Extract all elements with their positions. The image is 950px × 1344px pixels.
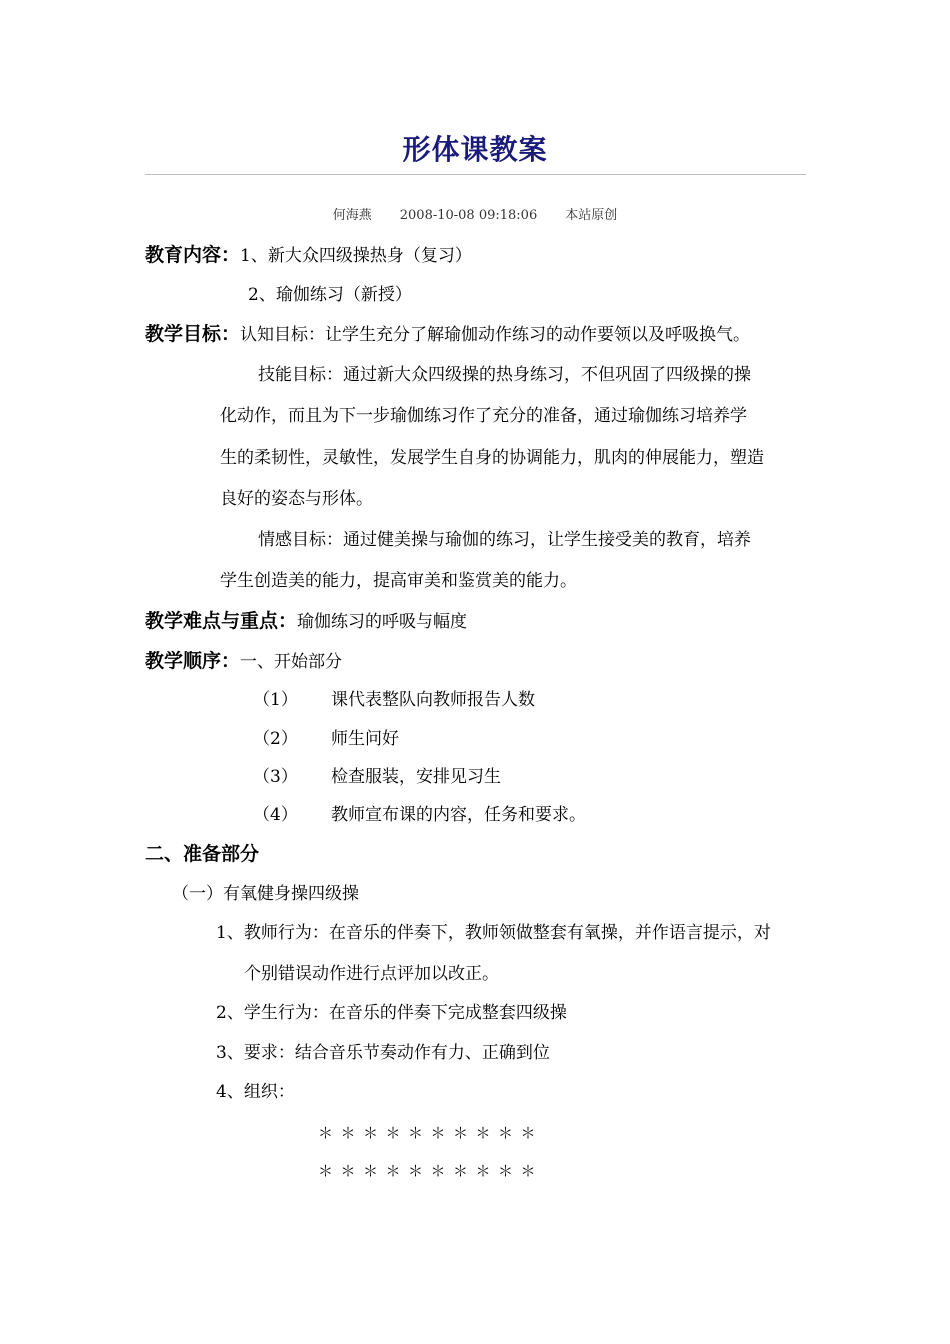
step-text: 课代表整队向教师报告人数 <box>331 690 535 710</box>
content-item-1: 1、新大众四级操热身（复习） <box>240 246 472 266</box>
goal-emotion-line-2: 学生创造美的能力，提高审美和鉴赏美的能力。 <box>220 571 577 591</box>
order-step <box>253 688 535 712</box>
prep-teacher-line-1: 1、教师行为：在音乐的伴奏下，教师领做整套有氧操，并作语言提示，对 <box>216 923 771 943</box>
content-line-1 <box>145 243 472 268</box>
article-meta <box>0 204 950 223</box>
goals-label: 教学目标： <box>145 323 241 345</box>
prep-heading: 二、准备部分 <box>145 843 260 865</box>
formation-row-2: ＊＊＊＊＊＊＊＊＊＊ <box>318 1162 544 1180</box>
focus-line <box>145 609 467 634</box>
step-text: 检查服装，安排见习生 <box>331 767 501 787</box>
step-text: 师生问好 <box>331 729 399 749</box>
prep-student: 2、学生行为：在音乐的伴奏下完成整套四级操 <box>216 1003 567 1023</box>
publish-datetime: 2008-10-08 09:18:06 <box>399 208 538 223</box>
order-step <box>253 727 399 751</box>
step-number: （2） <box>253 729 298 749</box>
author: 何海燕 <box>332 208 372 223</box>
goal-skill-line-4: 良好的姿态与形体。 <box>220 489 373 509</box>
focus-label: 教学难点与重点： <box>145 610 298 632</box>
prep-teacher-line-2: 个别错误动作进行点评加以改正。 <box>244 964 499 984</box>
step-number: （4） <box>253 805 298 825</box>
content-item-2: 2、瑜伽练习（新授） <box>248 285 412 305</box>
formation-row-1: ＊＊＊＊＊＊＊＊＊＊ <box>318 1124 544 1142</box>
step-number: （1） <box>253 690 298 710</box>
content-label: 教育内容： <box>145 244 241 266</box>
order-step <box>253 803 586 827</box>
title-divider <box>145 174 806 175</box>
goal-skill-line-3: 生的柔韧性，灵敏性，发展学生自身的协调能力，肌肉的伸展能力，塑造 <box>220 448 764 468</box>
goal-skill-line-2: 化动作，而且为下一步瑜伽练习作了充分的准备，通过瑜伽练习培养学 <box>220 406 747 426</box>
goal-cognitive: 认知目标：让学生充分了解瑜伽动作练习的动作要领以及呼吸换气。 <box>240 325 751 345</box>
prep-require: 3、要求：结合音乐节奏动作有力、正确到位 <box>216 1043 550 1063</box>
step-text: 教师宣布课的内容，任务和要求。 <box>331 805 586 825</box>
goal-skill-line-1: 技能目标：通过新大众四级操的热身练习，不但巩固了四级操的操 <box>258 365 751 385</box>
source-label: 本站原创 <box>565 208 618 223</box>
order-first: 一、开始部分 <box>240 652 343 672</box>
page-title: 形体课教案 <box>402 133 548 166</box>
prep-sub: （一）有氧健身操四级操 <box>172 884 359 904</box>
order-label: 教学顺序： <box>145 650 241 672</box>
goals-line-1 <box>145 322 750 347</box>
prep-organize: 4、组织： <box>216 1082 295 1102</box>
goal-emotion-line-1: 情感目标：通过健美操与瑜伽的练习，让学生接受美的教育，培养 <box>258 530 751 550</box>
focus-text: 瑜伽练习的呼吸与幅度 <box>297 612 468 632</box>
order-line <box>145 649 342 674</box>
order-step <box>253 765 501 789</box>
step-number: （3） <box>253 767 298 787</box>
